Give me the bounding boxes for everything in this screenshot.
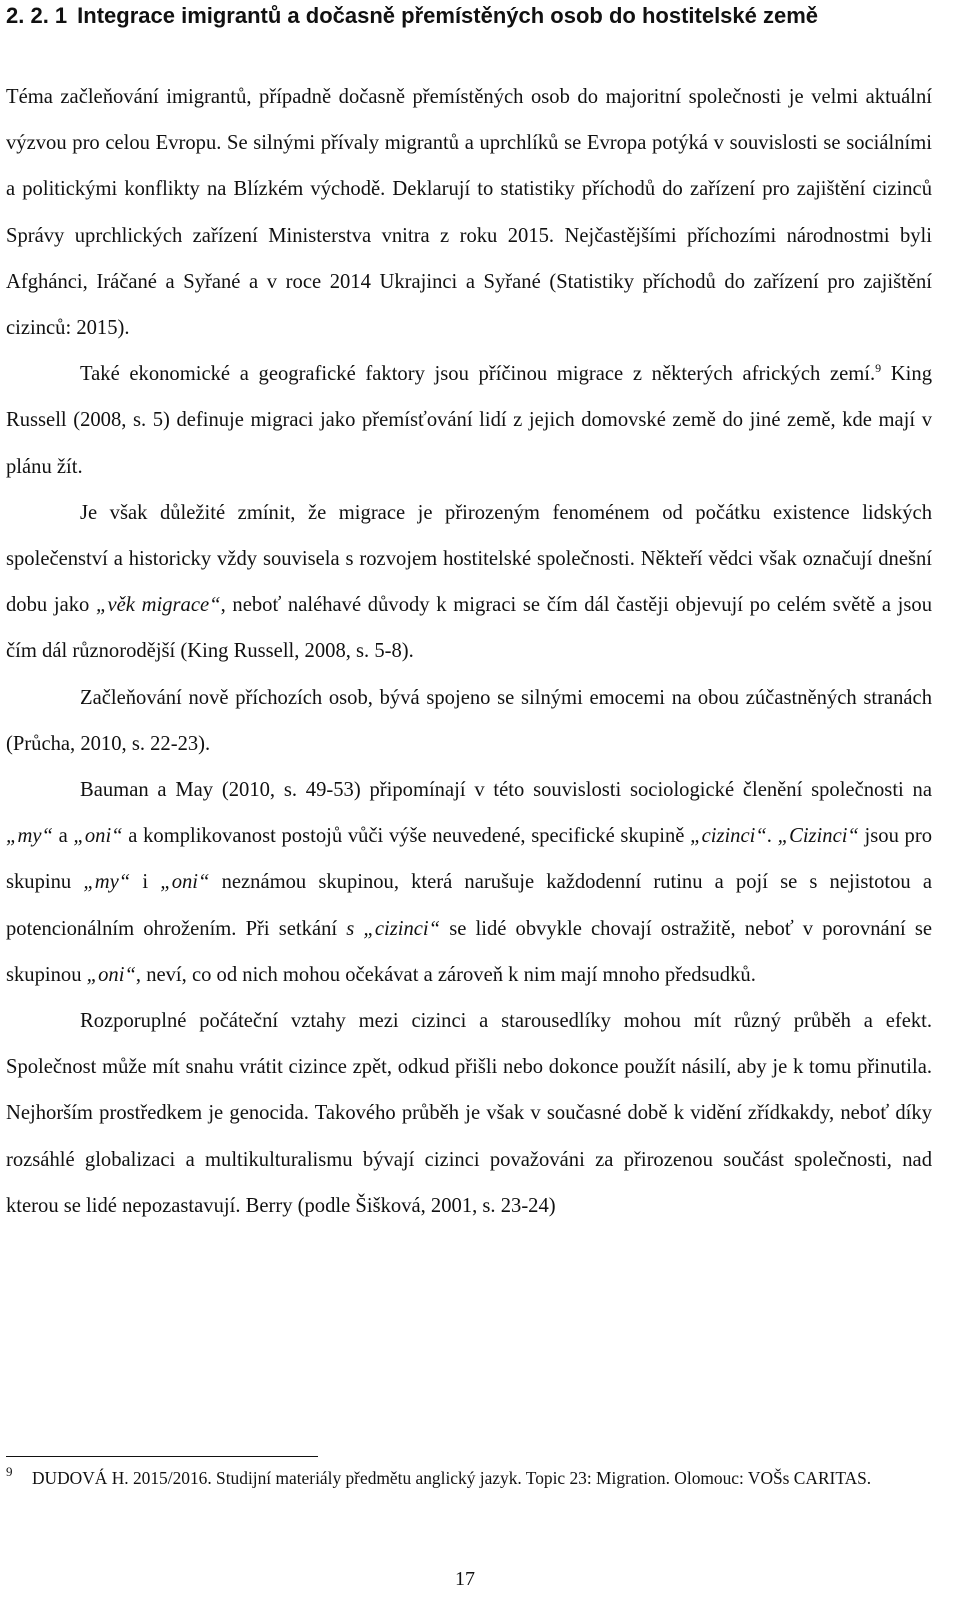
- paragraph-text: Téma začleňování imigrantů, případně dočasně přemístěných osob do majoritní společnosti je velmi aktuální výzvou pro celou Evropu. Se silnými přívaly migrantů a uprchlíků se Evropa potýká v souvislosti se sociálními a politickými konflikty na Blízkém východě. Deklarují to statistiky příchodů do zařízení pro zajištění cizinců Správy uprchlických zařízení Ministerstva vnitra z roku 2015. Nejčastějšími příchozími národnostmi byli Afghánci, Iráčané a Syřané a v roce 2014 Ukrajinci a Syřané (Statistiky příchodů do zařízení pro zajištění cizinců: 2015).: [6, 86, 932, 340]
- emphasis-text: „Cizinci“: [777, 825, 859, 848]
- paragraph: [6, 351, 932, 490]
- paragraph-text: jsou pro skupinu: [6, 825, 933, 894]
- emphasis-text: „věk migrace“: [96, 594, 221, 617]
- emphasis-text: „my“: [83, 871, 131, 894]
- section-heading: [6, 2, 946, 30]
- footnote-divider: [6, 1456, 318, 1457]
- paragraph-text: Bauman a May (2010, s. 49-53) připomínají v této souvislosti sociologické členění společnosti na: [80, 779, 932, 802]
- paragraph: [6, 998, 932, 1229]
- emphasis-text: „oni“: [86, 963, 136, 986]
- paragraph-text: a komplikovanost postojů vůči výše neuvedené, specifické skupině: [122, 825, 691, 848]
- paragraph: [6, 675, 932, 767]
- footnote-text: DUDOVÁ H. 2015/2016. Studijní materiály předmětu anglický jazyk. Topic 23: Migration. Olomouc: VOŠs CARITAS.: [32, 1468, 872, 1488]
- paragraph-text: Také ekonomické a geografické faktory jsou příčinou migrace z některých afrických zemí.: [80, 363, 876, 386]
- paragraph-text: .: [766, 825, 778, 848]
- paragraph-text: , neboť naléhavé důvody k migraci se čím dál častěji objevují po celém světě a jsou čím dál různorodější (King Russell, 2008, s. 5-8).: [6, 594, 932, 663]
- emphasis-text: s „cizinci“: [346, 917, 441, 940]
- paragraph-text: i: [130, 871, 161, 894]
- emphasis-text: „cizinci“: [690, 825, 767, 848]
- paragraph-text: se lidé obvykle chovají ostražitě, neboť v porovnání se skupinou: [6, 917, 933, 986]
- footnote: [6, 1466, 932, 1490]
- section-number: 2. 2. 1: [6, 3, 68, 28]
- section-title: Integrace imigrantů a dočasně přemístěných osob do hostitelské země: [77, 3, 819, 28]
- body-text: [6, 74, 932, 1229]
- paragraph-text: Je však důležité zmínit, že migrace je přirozeným fenoménem od počátku existence lidských společenství a historicky vždy souvisela s rozvojem hostitelské společnosti. Někteří vědci však označují dnešní dobu jako: [6, 501, 932, 617]
- paragraph-text: neznámou skupinou, která narušuje každodenní rutinu a pojí se s nejistotou a potencionálním ohrožením. Při setkání: [6, 871, 932, 940]
- footnote-reference: 9: [875, 361, 882, 376]
- footnote-mark: 9: [6, 1464, 13, 1479]
- paragraph: [6, 767, 932, 998]
- paragraph-text: a: [52, 825, 74, 848]
- emphasis-text: „oni“: [73, 825, 123, 848]
- paragraph-text: Začleňování nově příchozích osob, bývá spojeno se silnými emocemi na obou zúčastněných stranách (Průcha, 2010, s. 22-23).: [6, 686, 932, 755]
- paragraph-text: Rozporuplné počáteční vztahy mezi cizinci a starousedlíky mohou mít různý průběh a efekt. Společnost může mít snahu vrátit cizince zpět, odkud přišli nebo dokonce použít násilí, aby je k tomu přinutila. Nejhorším prostředkem je genocida. Takového průběh je však v současné době k vidění zřídkakdy, neboť díky rozsáhlé globalizaci a multikulturalismu bývají cizinci považováni za přirozenou součást společnosti, nad kterou se lidé nepozastavují. Berry (podle Šišková, 2001, s. 23-24): [6, 1010, 932, 1217]
- paragraph: [6, 490, 932, 675]
- page-number: 17: [455, 1568, 475, 1590]
- emphasis-text: „oni“: [160, 871, 210, 894]
- paragraph-text: , neví, co od nich mohou očekávat a zároveň k nim mají mnoho předsudků.: [135, 963, 756, 986]
- paragraph-text: King Russell (2008, s. 5) definuje migraci jako přemísťování lidí z jejich domovské země do jiné země, kde mají v plánu žít.: [6, 363, 932, 478]
- paragraph: [6, 74, 932, 351]
- emphasis-text: „my“: [6, 825, 53, 848]
